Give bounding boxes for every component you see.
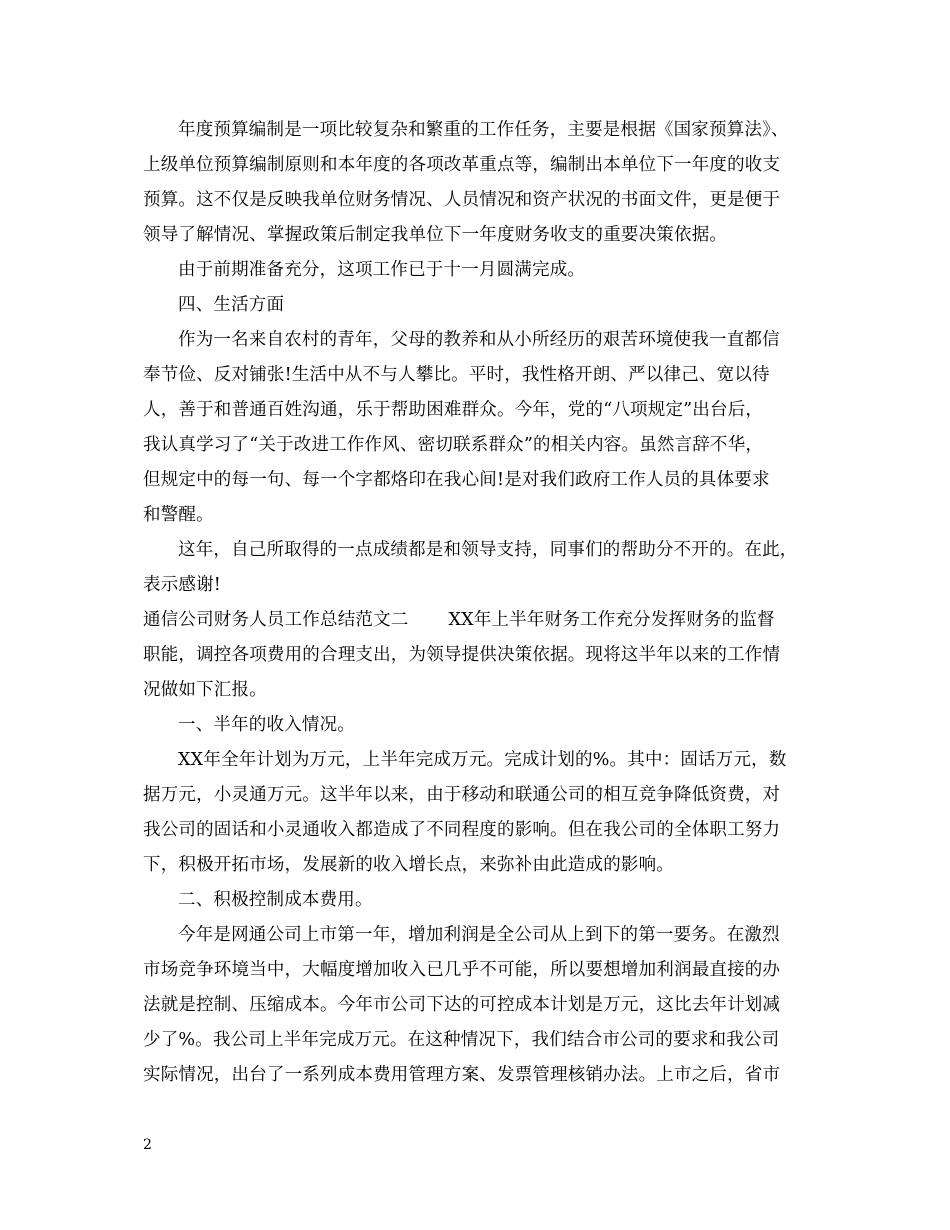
title-line [143, 603, 843, 638]
text-line: 由于前期准备充分，这项工作已于十一月圆满完成。 [178, 260, 586, 280]
text-line: 上级单位预算编制原则和本年度的各项改革重点等，编制出本单位下一年度的收支 [143, 155, 781, 175]
section-heading: 四、生活方面 [178, 295, 285, 315]
text-line: 人，善于和普通百姓沟通，乐于帮助困难群众。今年，党的“八项规定”出台后， [143, 400, 764, 420]
article-title: 通信公司财务人员工作总结范文二 [143, 610, 409, 630]
document-body [143, 113, 843, 1093]
text-line: 我认真学习了“关于改进工作作风、密切联系群众”的相关内容。虽然言辞不华， [143, 435, 764, 455]
text-line: 和警醒。 [143, 505, 214, 525]
text-line: 这年，自己所取得的一点成绩都是和领导支持，同事们的帮助分不开的。在此， [178, 540, 798, 560]
text-line: 市场竞争环境当中，大幅度增加收入已几乎不可能，所以要想增加利润最直接的办 [143, 960, 781, 980]
text-line: 奉节俭、反对铺张!生活中从不与人攀比。平时，我性格开朗、严以律己、宽以待 [143, 365, 770, 385]
text-line: 年度预算编制是一项比较复杂和繁重的工作任务，主要是根据《国家预算法》、 [178, 120, 789, 140]
page-number: 2 [143, 1137, 152, 1153]
text-line: 作为一名来自农村的青年，父母的教养和从小所经历的艰苦环境使我一直都信 [178, 330, 780, 350]
section-heading: 一、半年的收入情况。 [178, 715, 355, 735]
text-line: 今年是网通公司上市第一年，增加利润是全公司从上到下的第一要务。在激烈 [178, 925, 780, 945]
text-line: 我公司的固话和小灵通收入都造成了不同程度的影响。但在我公司的全体职工努力 [143, 820, 781, 840]
text-line: 预算。这不仅是反映我单位财务情况、人员情况和资产状况的书面文件，更是便于 [143, 190, 781, 210]
text-segment: XX年上半年财务工作充分发挥财务的监督 [448, 610, 775, 630]
text-line: 况做如下汇报。 [143, 680, 267, 700]
text-line: 法就是控制、压缩成本。今年市公司下达的可控成本计划是万元，这比去年计划减 [143, 995, 781, 1015]
text-line: 下，积极开拓市场，发展新的收入增长点，来弥补由此造成的影响。 [143, 855, 674, 875]
text-line: 但规定中的每一句、每一个字都烙印在我心间!是对我们政府工作人员的具体要求 [143, 470, 770, 490]
section-heading: 二、积极控制成本费用。 [178, 890, 373, 910]
text-line: 职能，调控各项费用的合理支出，为领导提供决策依据。现将这半年以来的工作情 [143, 645, 781, 665]
text-line: 领导了解情况、掌握政策后制定我单位下一年度财务收支的重要决策依据。 [143, 225, 728, 245]
text-line: 表示感谢! [143, 575, 222, 595]
text-line: XX年全年计划为万元，上半年完成万元。完成计划的%。其中：固话万元，数 [178, 750, 787, 770]
text-line: 实际情况，出台了一系列成本费用管理方案、发票管理核销办法。上市之后，省市 [143, 1065, 781, 1085]
text-line: 据万元，小灵通万元。这半年以来，由于移动和联通公司的相互竞争降低资费，对 [143, 785, 781, 805]
text-line: 少了%。我公司上半年完成万元。在这种情况下，我们结合市公司的要求和我公司 [143, 1030, 780, 1050]
